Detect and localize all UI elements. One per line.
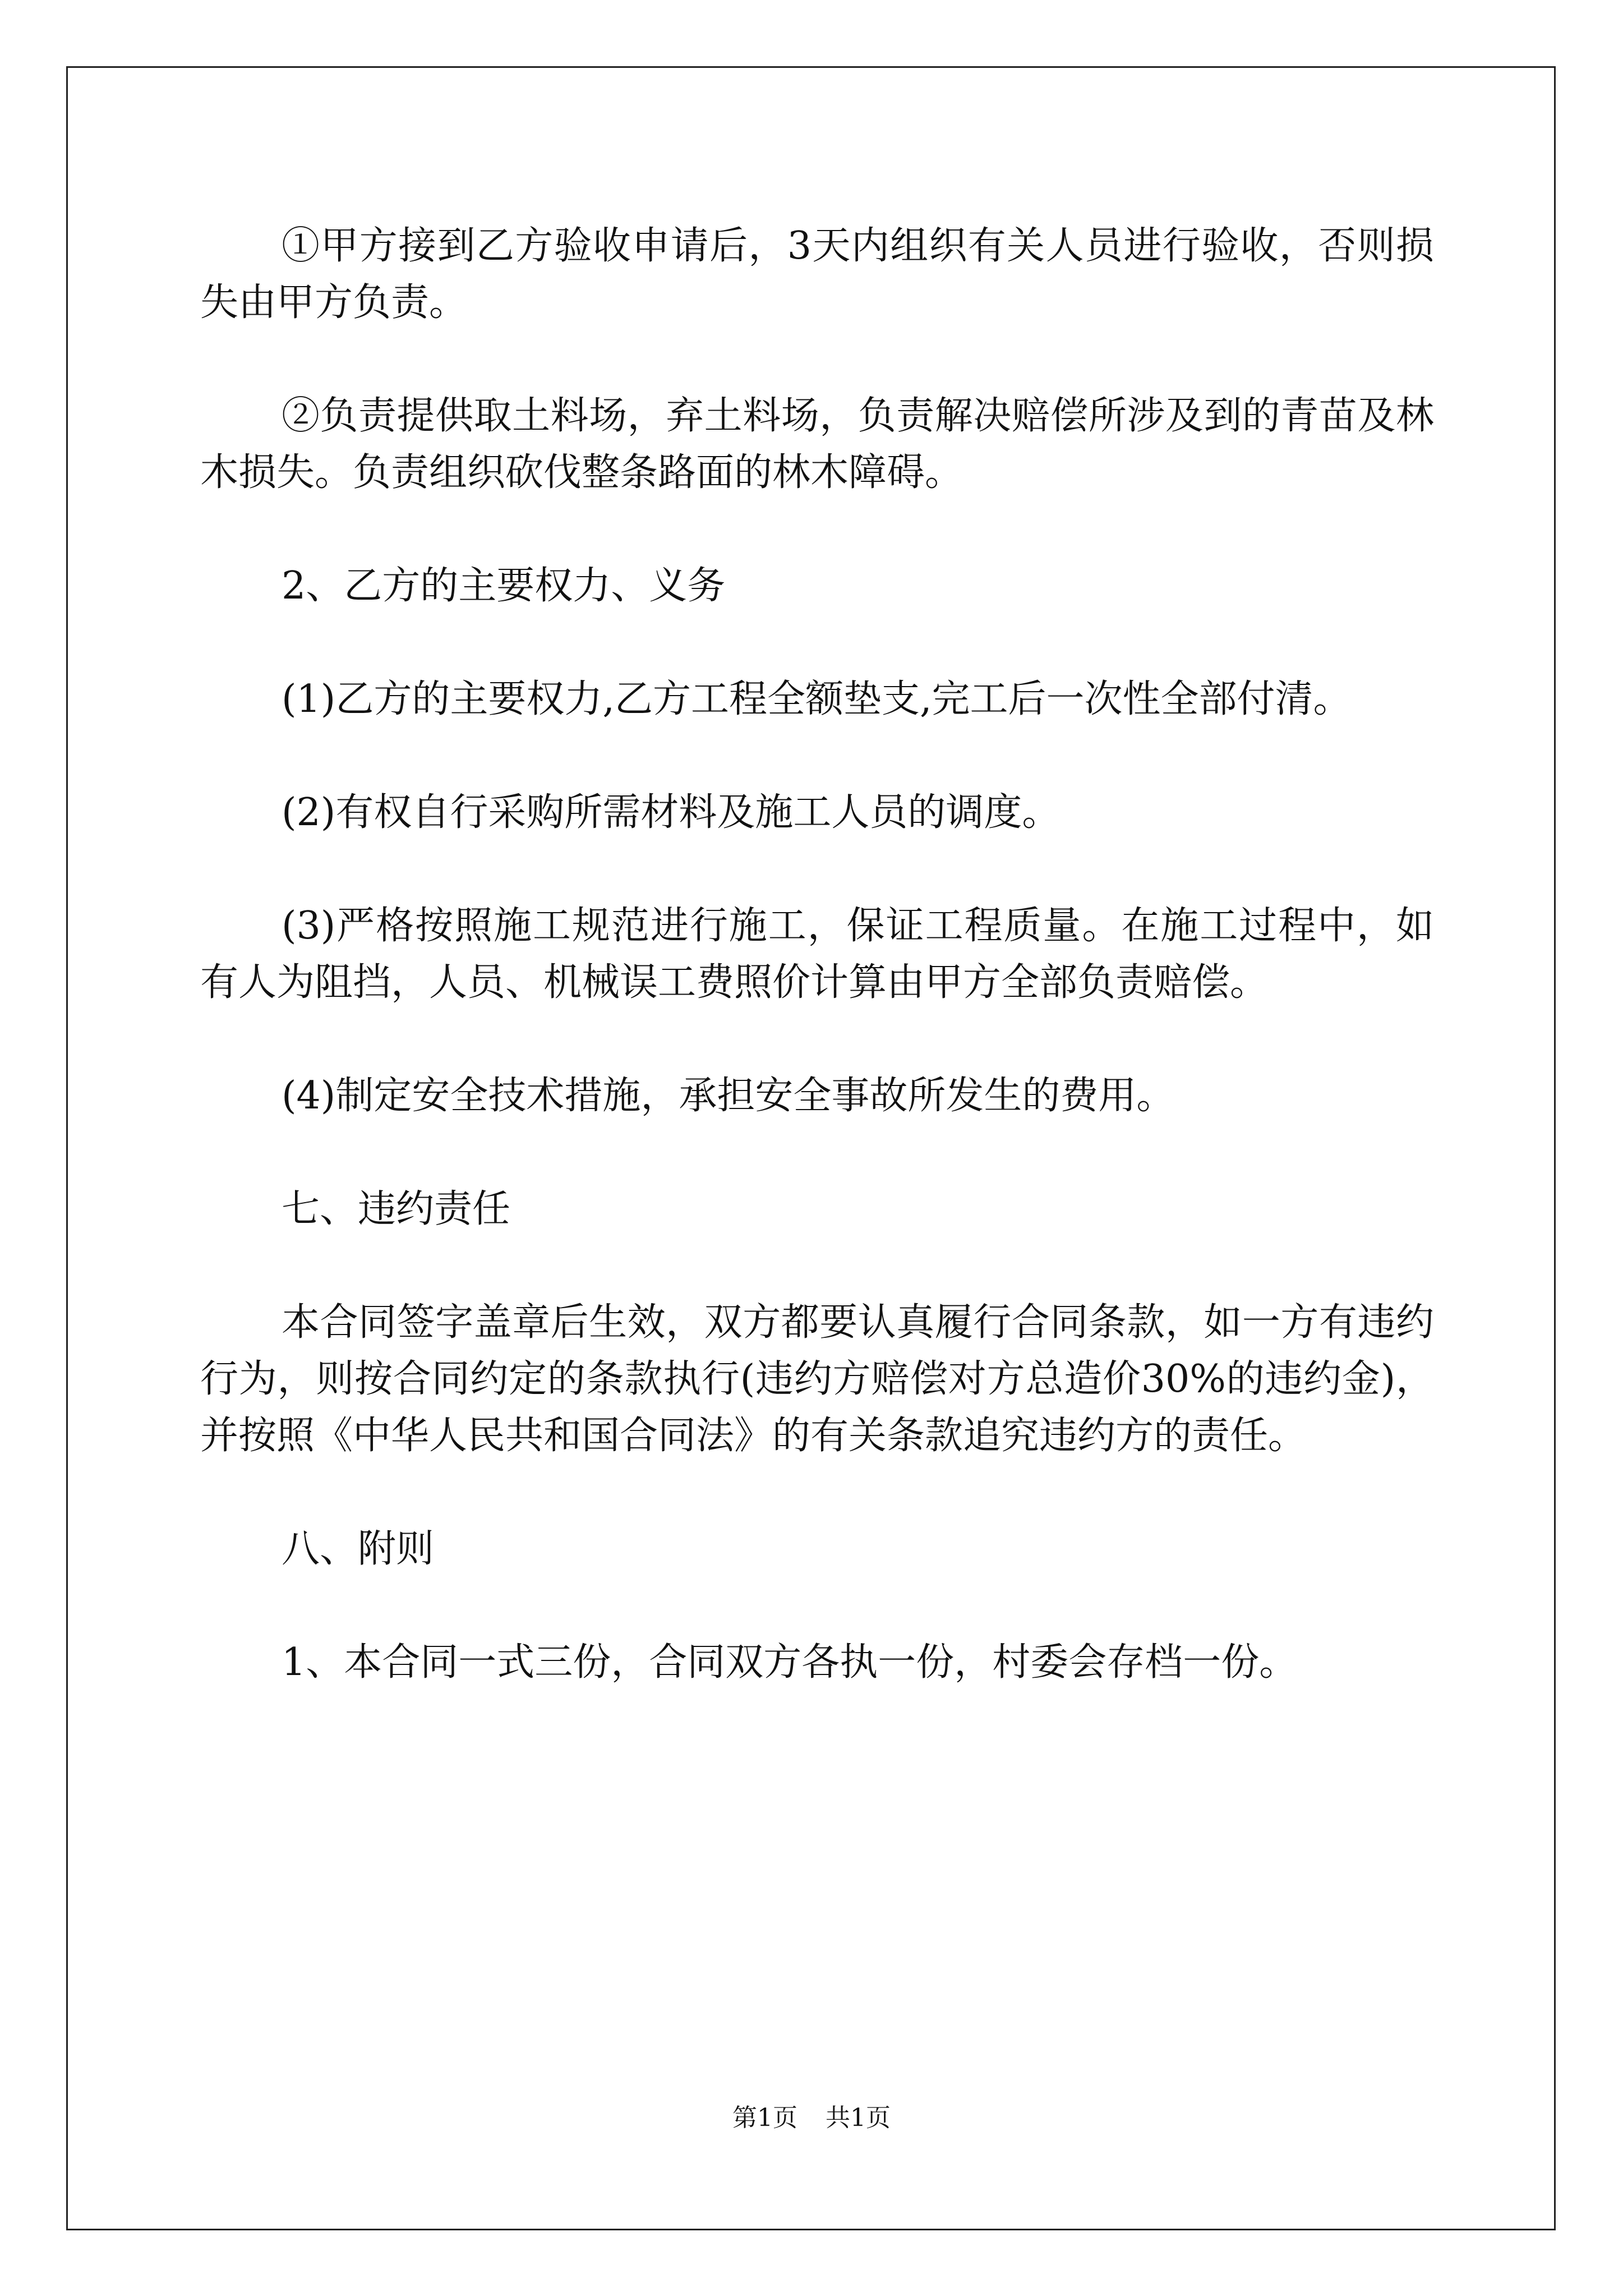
paragraph: (2)有权自行采购所需材料及施工人员的调度。 — [282, 790, 1061, 835]
section-heading: 2、乙方的主要权力、义务 — [282, 564, 726, 608]
paragraph: (4)制定安全技术措施，承担安全事故所发生的费用。 — [282, 1074, 1175, 1118]
paragraph: ①甲方接到乙方验收申请后，3天内组织有关人员进行验收，否则损失由甲方负责。 — [200, 224, 1434, 325]
paragraph: 本合同签字盖章后生效，双方都要认真履行合同条款，如一方有违约行为，则按合同约定的条款执行(违约方赔偿对方总造价30%的违约金)，并按照《中华人民共和国合同法》的有关条款追究违约方的责任。 — [200, 1300, 1434, 1458]
paragraph: 1、本合同一式三份，合同双方各执一份，村委会存档一份。 — [282, 1640, 1298, 1685]
page-number: 第1页 — [732, 2104, 797, 2132]
page-footer — [0, 2097, 1623, 2133]
paragraph: (1)乙方的主要权力,乙方工程全额垫支,完工后一次性全部付清。 — [282, 677, 1352, 721]
section-heading: 七、违约责任 — [282, 1187, 511, 1231]
document-body — [200, 218, 1434, 1747]
paragraph: ②负责提供取土料场，弃土料场，负责解决赔偿所涉及到的青苗及林木损失。负责组织砍伐整条路面的林木障碍。 — [200, 394, 1434, 495]
paragraph: (3)严格按照施工规范进行施工，保证工程质量。在施工过程中，如有人为阻挡，人员、机械误工费照价计算由甲方全部负责赔偿。 — [200, 904, 1434, 1005]
page-count: 共1页 — [826, 2104, 891, 2132]
section-heading: 八、附则 — [282, 1527, 435, 1571]
